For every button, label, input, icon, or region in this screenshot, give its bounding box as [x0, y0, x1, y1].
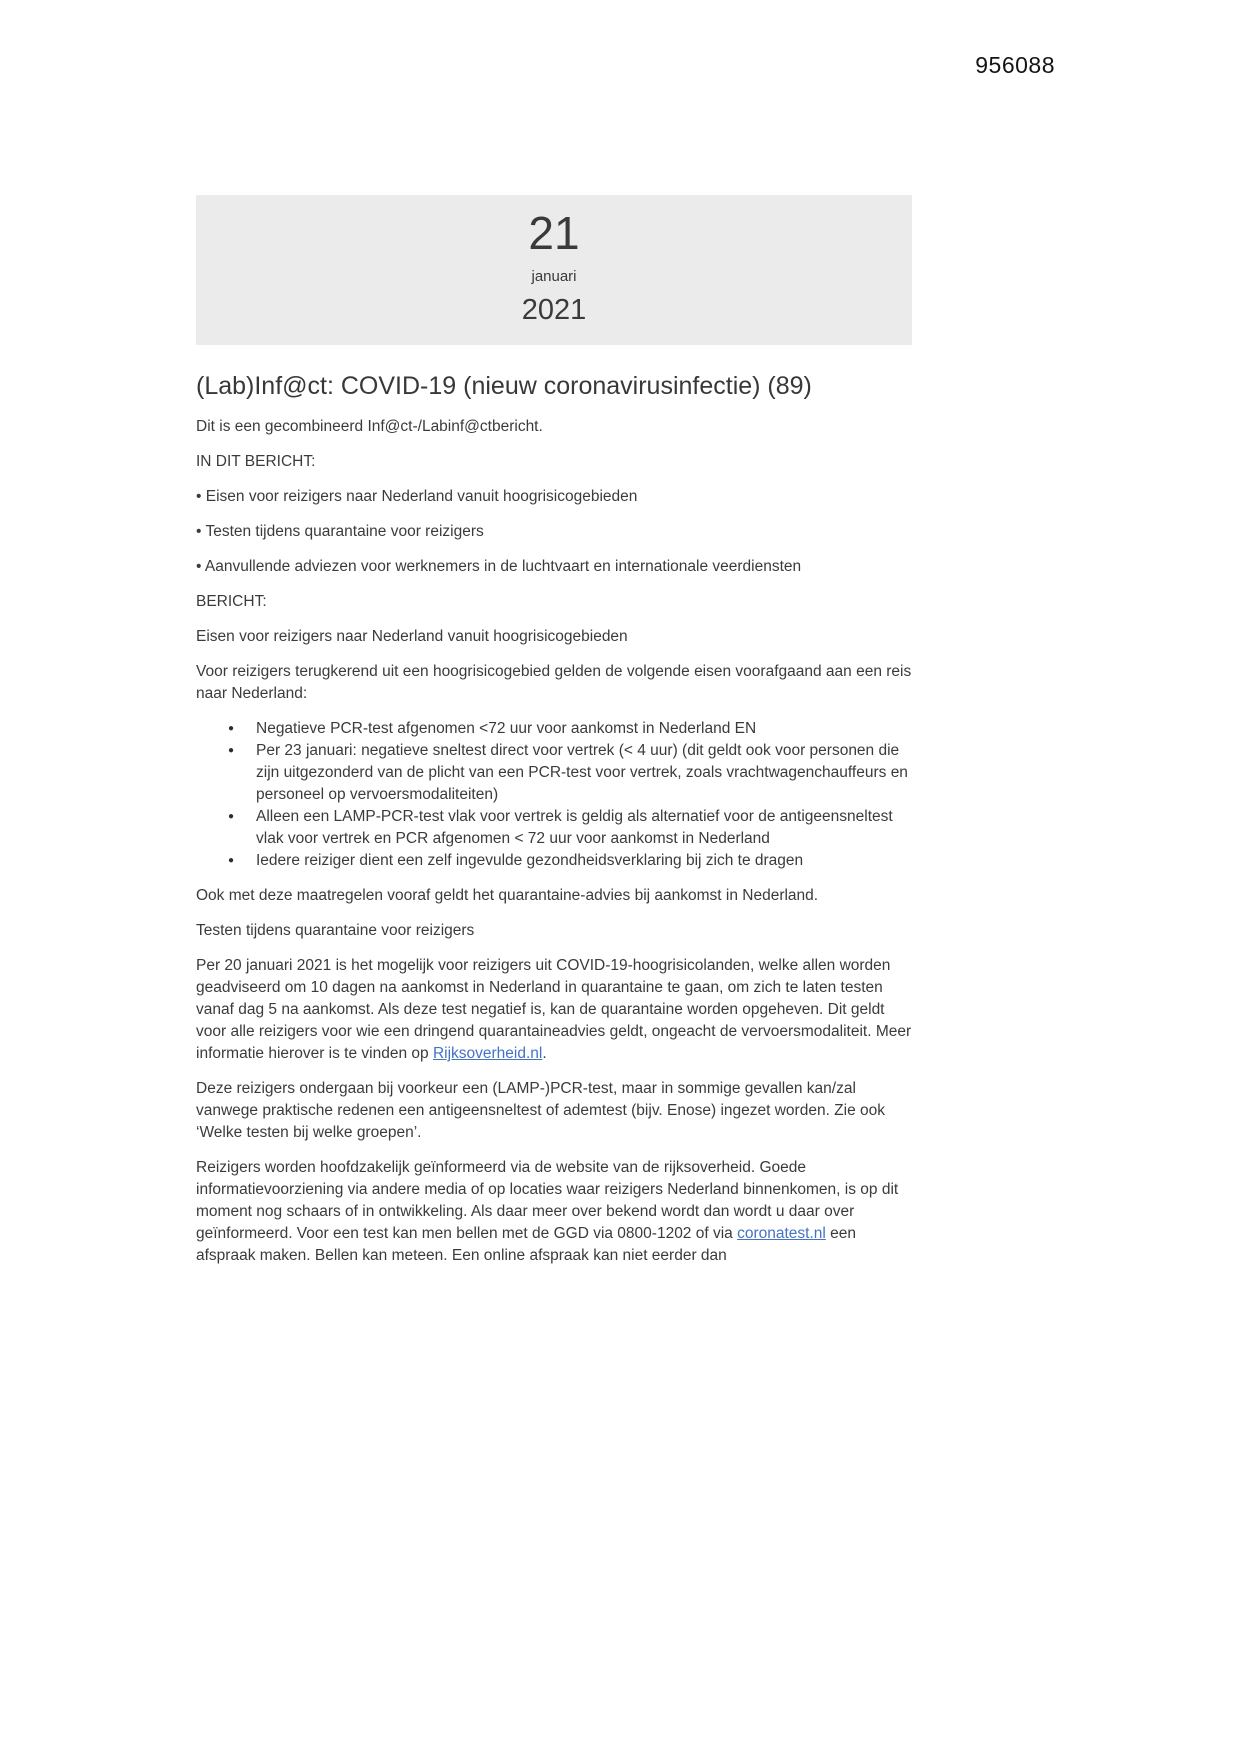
- article-title: (Lab)Inf@ct: COVID-19 (nieuw coronavirusinfectie) (89): [196, 372, 812, 400]
- rijksoverheid-link[interactable]: Rijksoverheid.nl: [432, 1045, 543, 1062]
- date-day: 21: [528, 207, 580, 259]
- date-year: 2021: [521, 294, 587, 326]
- coronatest-link[interactable]: coronatest.nl: [737, 1225, 826, 1242]
- section1-intro: Voor reizigers terugkerend uit een hoogrisicogebied gelden de volgende eisen voorafgaand aan een reis naar Nederland:: [196, 663, 912, 702]
- requirement-item: ● Alleen een LAMP-PCR-test vlak voor vertrek is geldig als alternatief voor de antigeensneltest vlak voor vertrek en PCR afgenomen < 72 uur voor aankomst in Nederland: [196, 806, 912, 850]
- requirement-item: ● Negatieve PCR-test afgenomen <72 uur voor aankomst in Nederland EN: [196, 718, 912, 740]
- date-month: januari: [531, 268, 577, 285]
- document-content: [196, 195, 912, 1280]
- requirement-item: ● Per 23 januari: negatieve sneltest direct voor vertrek (< 4 uur) (dit geldt ook voor personen die zijn uitgezonderd van de plicht van een PCR-test voor vertrek, zoals vrachtwagenchauffeurs en personeel op vervoersmodaliteiten): [196, 740, 912, 806]
- paragraph-testing-during-quarantine: [196, 955, 912, 1065]
- toc-item: • Eisen voor reizigers naar Nederland vanuit hoogrisicogebieden: [196, 486, 912, 508]
- requirements-list: [196, 718, 912, 872]
- section1-heading: Eisen voor reizigers naar Nederland vanuit hoogrisicogebieden: [196, 628, 628, 645]
- toc-item: • Testen tijdens quarantaine voor reizigers: [196, 521, 912, 543]
- paragraph-text: .: [542, 1045, 547, 1062]
- paragraph-text: een afspraak maken. Bellen kan meteen. Een online afspraak kan niet eerder dan: [196, 1225, 857, 1264]
- section2-heading: Testen tijdens quarantaine voor reizigers: [196, 922, 475, 939]
- paragraph-text: Reizigers worden hoofdzakelijk geïnformeerd via de website van de rijksoverheid. Goede informatievoorziening via andere media of op locaties waar reizigers Nederland binnenkomen, is op dit moment nog schaars of in ontwikkeling. Als daar meer over bekend wordt dan wordt u daar over geïnformeerd. Voor een test kan men bellen met de GGD via 0800-1202 of via: [196, 1159, 899, 1242]
- paragraph-test-types: Deze reizigers ondergaan bij voorkeur een (LAMP-)PCR-test, maar in sommige gevallen kan/zal vanwege praktische redenen een antigeensneltest of ademtest (bijv. Enose) ingezet worden. Zie ook ‘Welke testen bij welke groepen’.: [196, 1080, 886, 1141]
- bericht-label: BERICHT:: [196, 593, 267, 610]
- date-header: [196, 195, 912, 345]
- paragraph-text: Per 20 januari 2021 is het mogelijk voor reizigers uit COVID-19-hoogrisicolanden, welke allen worden geadviseerd om 10 dagen na aankomst in Nederland in quarantaine te gaan, om zich te laten testen vanaf dag 5 na aankomst. Als deze test negatief is, kan de quarantaine worden opgeheven. Dit geldt voor alle reizigers voor wie een dringend quarantaineadvies geldt, ongeacht de vervoersmodaliteit. Meer informatie hierover is te vinden op: [196, 957, 912, 1062]
- article-intro: Dit is een gecombineerd Inf@ct-/Labinf@ctbericht.: [196, 418, 543, 435]
- paragraph-traveler-information: [196, 1157, 912, 1267]
- requirement-item: ● Iedere reiziger dient een zelf ingevulde gezondheidsverklaring bij zich te dragen: [196, 850, 912, 872]
- document-number: 956088: [975, 52, 1055, 78]
- in-dit-bericht-label: IN DIT BERICHT:: [196, 453, 316, 470]
- quarantine-note: Ook met deze maatregelen vooraf geldt het quarantaine-advies bij aankomst in Nederland.: [196, 887, 819, 904]
- toc-item: • Aanvullende adviezen voor werknemers in de luchtvaart en internationale veerdiensten: [196, 556, 912, 578]
